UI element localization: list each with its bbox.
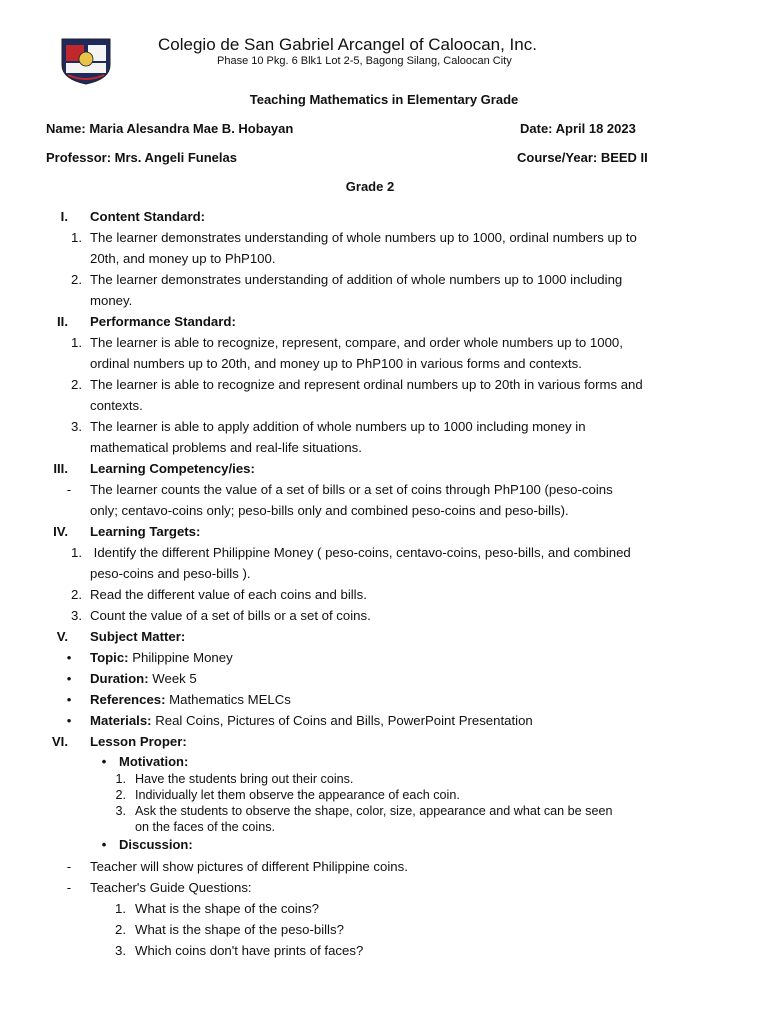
list-item — [0, 710, 768, 731]
section-number: I. — [60, 209, 68, 224]
list-item-continued — [0, 563, 768, 584]
section-title: Learning Targets: — [90, 524, 201, 539]
school-name: Colegio de San Gabriel Arcangel of Caloocan, Inc. — [158, 35, 537, 54]
bullet-marker: • — [66, 692, 72, 707]
professor-name: Professor: Mrs. Angeli Funelas — [46, 150, 237, 165]
dash-marker: - — [66, 880, 72, 895]
list-item — [0, 803, 768, 819]
bullet-marker: • — [66, 671, 72, 686]
item-text: Have the students bring out their coins. — [135, 772, 354, 786]
item-text: The learner is able to recognize and represent ordinal numbers up to 20th in various forms and — [90, 377, 643, 392]
item-text: ordinal numbers up to 20th, and money up to PhP100 in various forms and contexts. — [90, 356, 582, 371]
item-number: 2. — [71, 587, 82, 602]
item-text: Individually let them observe the appearance of each coin. — [135, 788, 460, 802]
item-label: Duration: — [90, 671, 149, 686]
section-title: Performance Standard: — [90, 314, 236, 329]
guide-question — [0, 940, 768, 961]
item-number: 3. — [115, 943, 126, 958]
item-text: Read the different value of each coins and bills. — [90, 587, 367, 602]
item-number: 2. — [71, 272, 82, 287]
item-text: mathematical problems and real-life situations. — [90, 440, 362, 455]
list-item — [0, 227, 768, 248]
item-text: What is the shape of the peso-bills? — [135, 922, 344, 937]
lesson-plan-body — [0, 206, 768, 961]
list-item-continued — [0, 819, 768, 835]
list-item — [0, 374, 768, 395]
item-text: Count the value of a set of bills or a set of coins. — [90, 608, 371, 623]
section-title: Lesson Proper: — [90, 734, 187, 749]
item-text: The learner demonstrates understanding of whole numbers up to 1000, ordinal numbers up to — [90, 230, 637, 245]
section-heading — [0, 311, 768, 332]
list-item — [0, 479, 768, 500]
list-item — [0, 416, 768, 437]
section-heading — [0, 521, 768, 542]
list-item — [0, 605, 768, 626]
item-text: contexts. — [90, 398, 143, 413]
item-value: Philippine Money — [128, 650, 233, 665]
section-title: Content Standard: — [90, 209, 206, 224]
item-text: only; centavo-coins only; peso-bills only and combined peso-coins and peso-bills). — [90, 503, 569, 518]
bullet-marker: • — [66, 713, 72, 728]
list-item-continued — [0, 353, 768, 374]
item-text: The learner counts the value of a set of bills or a set of coins through PhP100 (peso-coins — [90, 482, 613, 497]
item-number: 1. — [71, 545, 82, 560]
item-text: Teacher's Guide Questions: — [90, 880, 252, 895]
list-item — [0, 668, 768, 689]
item-number: 2. — [115, 922, 126, 937]
item-text: The learner demonstrates understanding of addition of whole numbers up to 1000 including — [90, 272, 623, 287]
section-title: Subject Matter: — [90, 629, 186, 644]
list-item-continued — [0, 290, 768, 311]
item-text: peso-coins and peso-bills ). — [90, 566, 251, 581]
grade-level: Grade 2 — [345, 179, 395, 194]
bullet-marker: • — [101, 837, 107, 852]
motivation-heading — [0, 752, 768, 771]
item-number: 1. — [71, 335, 82, 350]
bullet-marker: • — [101, 754, 107, 769]
section-number: V. — [56, 629, 68, 644]
bullet-marker: • — [66, 650, 72, 665]
list-item — [0, 542, 768, 563]
list-item — [0, 647, 768, 668]
item-text: The learner is able to recognize, represent, compare, and order whole numbers up to 1000, — [90, 335, 623, 350]
item-text: Teacher will show pictures of different Philippine coins. — [90, 859, 408, 874]
list-item-continued — [0, 437, 768, 458]
item-number: 2. — [71, 377, 82, 392]
section-number: IV. — [53, 524, 68, 539]
list-item — [0, 877, 768, 898]
item-text: What is the shape of the coins? — [135, 901, 320, 916]
section-heading — [0, 458, 768, 479]
item-number: 3. — [71, 608, 82, 623]
list-item — [0, 269, 768, 290]
list-item — [0, 584, 768, 605]
item-label: Materials: — [90, 713, 152, 728]
item-value: Week 5 — [148, 671, 197, 686]
subsection-title: Motivation: — [119, 754, 189, 769]
dash-marker: - — [66, 859, 72, 874]
guide-question — [0, 898, 768, 919]
item-label: References: — [90, 692, 166, 707]
student-name: Name: Maria Alesandra Mae B. Hobayan — [46, 121, 294, 136]
list-item — [0, 689, 768, 710]
section-heading — [0, 206, 768, 227]
item-text: money. — [90, 293, 133, 308]
section-number: VI. — [51, 734, 68, 749]
school-logo — [60, 37, 112, 85]
item-value: Real Coins, Pictures of Coins and Bills, PowerPoint Presentation — [151, 713, 533, 728]
list-item-continued — [0, 395, 768, 416]
school-address: Phase 10 Pkg. 6 Blk1 Lot 2-5, Bagong Silang, Caloocan City — [217, 55, 512, 67]
section-heading — [0, 731, 768, 752]
list-item — [0, 856, 768, 877]
guide-question — [0, 919, 768, 940]
item-text: on the faces of the coins. — [135, 820, 276, 834]
item-number: 1. — [115, 901, 126, 916]
list-item — [0, 332, 768, 353]
item-value: Mathematics MELCs — [165, 692, 291, 707]
item-number: 3. — [71, 419, 82, 434]
list-item — [0, 771, 768, 787]
document-date: Date: April 18 2023 — [520, 121, 636, 136]
item-text: Ask the students to observe the shape, color, size, appearance and what can be seen — [135, 804, 613, 818]
section-number: II. — [57, 314, 68, 329]
item-label: Topic: — [90, 650, 129, 665]
list-item-continued — [0, 248, 768, 269]
list-item-continued — [0, 500, 768, 521]
dash-marker: - — [66, 482, 72, 497]
item-number: 2. — [115, 788, 126, 802]
discussion-heading — [0, 835, 768, 854]
item-text: The learner is able to apply addition of whole numbers up to 1000 including money in — [90, 419, 586, 434]
item-number: 3. — [115, 804, 126, 818]
subsection-title: Discussion: — [119, 837, 193, 852]
item-text: 20th, and money up to PhP100. — [90, 251, 276, 266]
course-year: Course/Year: BEED II — [517, 150, 648, 165]
item-text: Which coins don't have prints of faces? — [135, 943, 364, 958]
section-heading — [0, 626, 768, 647]
document-title: Teaching Mathematics in Elementary Grade — [249, 92, 519, 107]
section-title: Learning Competency/ies: — [90, 461, 255, 476]
item-text: Identify the different Philippine Money ( peso-coins, centavo-coins, peso-bills, and combined — [90, 545, 631, 560]
item-number: 1. — [71, 230, 82, 245]
list-item — [0, 787, 768, 803]
section-number: III. — [53, 461, 68, 476]
item-number: 1. — [115, 772, 126, 786]
